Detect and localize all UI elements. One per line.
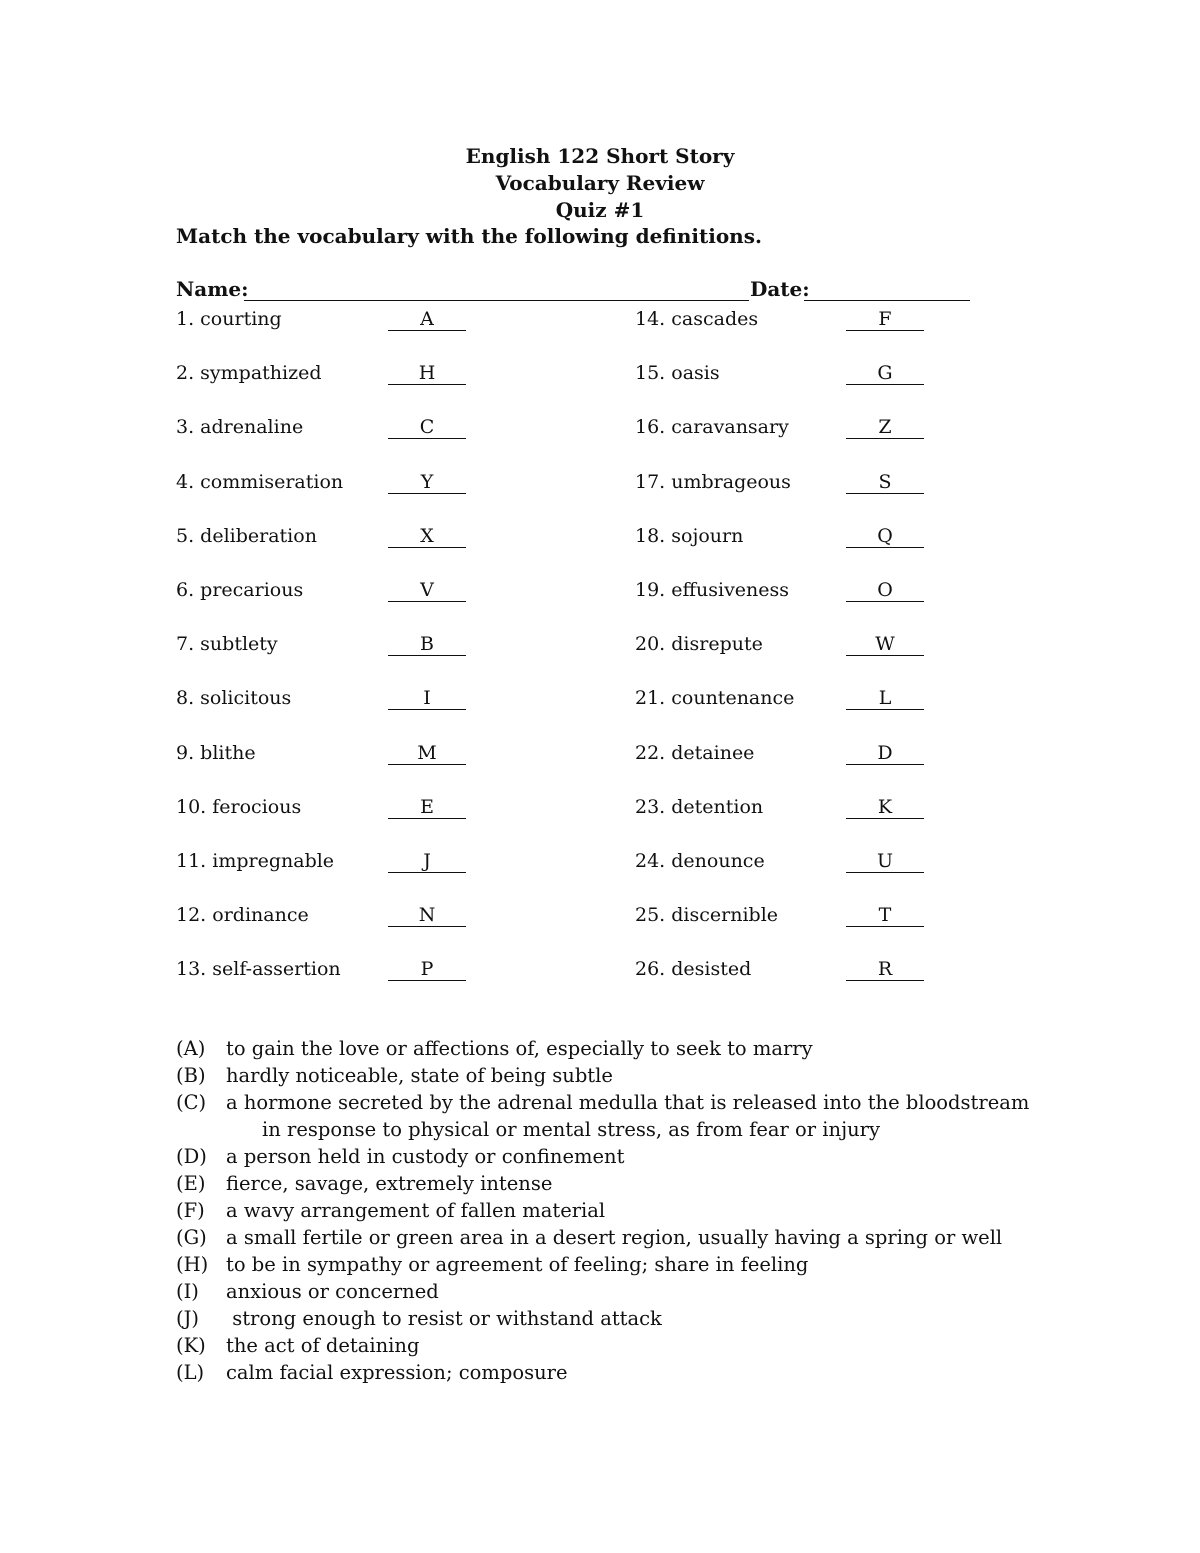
definition-text: anxious or concerned: [226, 1280, 439, 1303]
answer-blank[interactable]: [388, 577, 466, 603]
definition-text: the act of detaining: [226, 1334, 420, 1357]
vocab-word: 23. detention: [635, 795, 764, 818]
answer-letter: K: [877, 795, 893, 818]
vocab-word: 16. caravansary: [635, 416, 789, 439]
definition-letter: (H): [176, 1253, 209, 1276]
vocab-word: 6. precarious: [176, 579, 304, 601]
definition-text: a person held in custody or confinement: [226, 1145, 625, 1168]
vocab-word: 4. commiseration: [176, 470, 344, 493]
answer-blank[interactable]: [846, 360, 924, 386]
vocab-word: 5. deliberation: [176, 524, 317, 547]
answer-letter: L: [878, 687, 892, 710]
definition-letter: (K): [176, 1334, 206, 1357]
answer-letter: G: [877, 362, 893, 385]
definition-text: calm facial expression; composure: [226, 1361, 568, 1384]
answer-letter: X: [420, 524, 434, 547]
answer-blank[interactable]: [388, 414, 466, 440]
vocab-word: 15. oasis: [635, 362, 720, 385]
date-label: Date:: [750, 277, 810, 301]
vocab-word: 26. desisted: [635, 958, 752, 981]
vocab-word: 11. impregnable: [176, 850, 335, 872]
answer-letter: M: [417, 741, 437, 764]
definition-letter: (I): [176, 1280, 199, 1303]
vocab-word: 13. self-assertion: [176, 958, 341, 981]
answer-blank[interactable]: [388, 360, 466, 386]
vocab-word: 2. sympathized: [176, 362, 322, 385]
answer-blank[interactable]: [846, 523, 924, 549]
answer-letter: T: [878, 904, 892, 927]
answer-letter: C: [419, 416, 435, 439]
vocab-word: 17. umbrageous: [635, 470, 791, 493]
definition-letter: (E): [176, 1172, 206, 1195]
answer-letter: V: [420, 579, 434, 601]
answer-blank[interactable]: [388, 794, 466, 820]
answer-letter: N: [418, 904, 436, 927]
answer-blank[interactable]: [846, 631, 924, 657]
definition-letter: (F): [176, 1199, 205, 1222]
name-date-row: [176, 277, 976, 305]
vocab-word: 20. disrepute: [635, 633, 763, 656]
vocab-word: 9. blithe: [176, 741, 256, 764]
answer-letter: Z: [878, 416, 892, 439]
answer-letter: E: [420, 795, 434, 818]
vocab-word: 8. solicitous: [176, 687, 292, 710]
answer-blank[interactable]: [388, 685, 466, 711]
answer-blank[interactable]: [846, 740, 924, 766]
answer-letter: Y: [420, 470, 434, 493]
vocab-word: 7. subtlety: [176, 633, 278, 656]
answer-letter: B: [420, 633, 434, 656]
quiz-number: Quiz #1: [555, 198, 645, 222]
answer-letter: R: [877, 958, 893, 981]
answer-letter: U: [876, 850, 893, 872]
answer-blank[interactable]: [846, 794, 924, 820]
definition-text: hardly noticeable, state of being subtle: [226, 1064, 613, 1087]
vocab-word: 12. ordinance: [176, 904, 309, 927]
answer-letter: D: [877, 741, 893, 764]
vocab-word: 24. denounce: [635, 850, 765, 872]
vocab-word: 19. effusiveness: [635, 579, 790, 601]
definition-letter: (C): [176, 1091, 207, 1114]
answer-blank[interactable]: [846, 306, 924, 332]
answer-letter: O: [877, 579, 893, 601]
answer-blank[interactable]: [846, 469, 924, 495]
definition-text: strong enough to resist or withstand attack: [226, 1307, 662, 1330]
definition-text: a small fertile or green area in a desert region, usually having a spring or well: [226, 1226, 1003, 1249]
quiz-subtitle: Vocabulary Review: [495, 171, 705, 195]
answer-blank[interactable]: [846, 848, 924, 874]
quiz-title: English 122 Short Story: [465, 144, 735, 168]
definition-text: to be in sympathy or agreement of feeling; share in feeling: [226, 1253, 809, 1276]
name-field[interactable]: [244, 300, 749, 301]
definition-letter: (J): [176, 1307, 200, 1330]
answer-blank[interactable]: [388, 740, 466, 766]
date-field[interactable]: [804, 300, 970, 301]
definition-letter: (B): [176, 1064, 206, 1087]
answer-letter: F: [878, 308, 892, 330]
definition-text: to gain the love or affections of, especially to seek to marry: [226, 1037, 813, 1060]
answer-blank[interactable]: [846, 902, 924, 928]
answer-letter: I: [423, 687, 431, 710]
definition-letter: (L): [176, 1361, 205, 1384]
vocab-word: 18. sojourn: [635, 524, 744, 547]
answer-blank[interactable]: [846, 577, 924, 603]
definition-continuation: in response to physical or mental stress, as from fear or injury: [262, 1118, 881, 1141]
answer-blank[interactable]: [388, 631, 466, 657]
vocab-word: 3. adrenaline: [176, 416, 304, 439]
answer-letter: S: [878, 470, 892, 493]
definition-letter: (D): [176, 1145, 207, 1168]
answer-letter: W: [875, 633, 895, 656]
answer-letter: H: [418, 362, 436, 385]
answer-letter: A: [420, 308, 434, 330]
vocab-word: 25. discernible: [635, 904, 779, 927]
answer-blank[interactable]: [846, 414, 924, 440]
answer-blank[interactable]: [388, 902, 466, 928]
answer-blank[interactable]: [388, 469, 466, 495]
answer-blank[interactable]: [388, 956, 466, 982]
answer-blank[interactable]: [388, 848, 466, 874]
vocab-word: 21. countenance: [635, 687, 795, 710]
vocab-word: 1. courting: [176, 308, 282, 330]
answer-letter: Q: [877, 524, 893, 547]
answer-letter: P: [420, 958, 434, 981]
answer-blank[interactable]: [846, 685, 924, 711]
answer-letter: J: [423, 850, 431, 872]
name-label: Name:: [176, 277, 249, 301]
answer-blank[interactable]: [388, 306, 466, 332]
definition-letter: (A): [176, 1037, 206, 1060]
vocab-word: 22. detainee: [635, 741, 755, 764]
answer-blank[interactable]: [388, 523, 466, 549]
answer-blank[interactable]: [846, 956, 924, 982]
vocab-word: 10. ferocious: [176, 795, 302, 818]
instructions: Match the vocabulary with the following definitions.: [176, 224, 762, 248]
vocab-word: 14. cascades: [635, 308, 759, 330]
definition-text: fierce, savage, extremely intense: [226, 1172, 553, 1195]
definition-letter: (G): [176, 1226, 207, 1249]
definition-text: a wavy arrangement of fallen material: [226, 1199, 606, 1222]
definition-text: a hormone secreted by the adrenal medulla that is released into the bloodstream: [226, 1091, 1030, 1114]
